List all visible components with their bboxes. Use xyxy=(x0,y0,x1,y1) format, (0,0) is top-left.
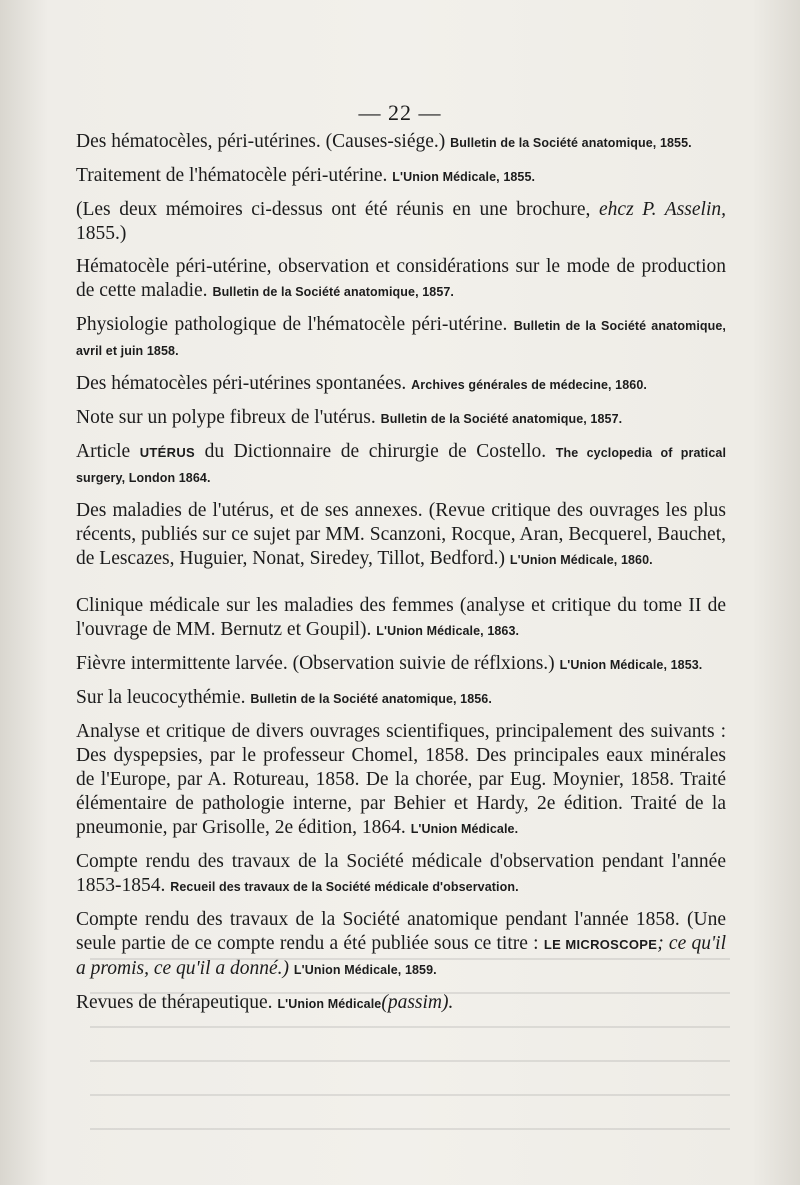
entry-title: du Dictionnaire de chirurgie de Costello. xyxy=(204,441,547,462)
list-item xyxy=(76,499,726,572)
entry-title: Traitement de l'hématocèle péri-utérine. xyxy=(76,165,388,186)
list-item xyxy=(76,406,726,431)
entry-title: Physiologie pathologique de l'hématocèle péri-utérine. xyxy=(76,314,508,335)
list-item xyxy=(76,130,726,155)
entry-note: (passim). xyxy=(381,992,454,1013)
entry-title: Fièvre intermittente larvée. (Observation suivie de réflxions.) xyxy=(76,653,555,674)
entry-source: Bulletin de la Société anatomique, 1857. xyxy=(380,412,623,426)
entry-keyword: UTÉRUS xyxy=(139,445,195,460)
list-item xyxy=(76,372,726,397)
entry-source: L'Union Médicale, 1863. xyxy=(376,624,520,638)
list-item xyxy=(76,652,726,677)
entry-source: L'Union Médicale xyxy=(277,997,382,1011)
entry-source: L'Union Médicale, 1855. xyxy=(392,170,536,184)
list-item xyxy=(76,686,726,711)
entry-source: The cyclopedia of pratical surgery, London 1864. xyxy=(76,446,727,485)
entry-subtitle: ; ce qu'il a promis, ce qu'il a donné.) xyxy=(76,933,727,979)
entry-source: Recueil des travaux de la Société médicale d'observation. xyxy=(170,880,519,894)
entry-source: Bulletin de la Société anatomique, 1855. xyxy=(450,136,692,150)
entry-title: Des hématocèles, péri-utérines. (Causes-siége.) xyxy=(76,131,446,152)
entry-prefix: Article xyxy=(76,441,131,462)
entry-title: Clinique médicale sur les maladies des femmes (analyse et critique du tome II de l'ouvrage de MM. Bernutz et Goupil). xyxy=(76,595,726,640)
list-item xyxy=(76,594,726,643)
list-item xyxy=(76,198,726,246)
entry-title: Des hématocèles péri-utérines spontanées. xyxy=(76,373,407,394)
entry-source: Bulletin de la Société anatomique, avril et juin 1858. xyxy=(76,319,727,358)
entry-source: Bulletin de la Société anatomique, 1856. xyxy=(250,692,492,706)
entry-source: L'Union Médicale, 1853. xyxy=(559,658,703,672)
list-item xyxy=(76,720,726,841)
entry-title: Revues de thérapeutique. xyxy=(76,992,273,1013)
entry-title: Des maladies de l'utérus, et de ses annexes. (Revue critique des ouvrages les plus récents, publiés sur ce sujet par MM. Scanzoni, Rocque, Aran, Becquerel, Bauchet, de Lescazes, Huguier, Nonat, Siredey, Tillot, Bedford.) xyxy=(76,500,726,569)
bibliography-list xyxy=(76,130,726,1025)
list-item xyxy=(76,164,726,189)
entry-keyword: LE MICROSCOPE xyxy=(543,937,658,952)
entry-title: Hématocèle péri-utérine, observation et considérations sur le mode de production de cette maladie. xyxy=(76,256,726,301)
entry-source: L'Union Médicale. xyxy=(410,822,519,836)
list-item xyxy=(76,313,726,363)
entry-title: Compte rendu des travaux de la Société anatomique pendant l'année 1858. (Une seule partie de ce compte rendu a été publiée sous ce titre : xyxy=(76,909,726,954)
entry-publisher: ehcz P. Asselin, xyxy=(599,199,726,220)
entry-title: (Les deux mémoires ci-dessus ont été réunis en une brochure, xyxy=(76,199,591,220)
list-item xyxy=(76,850,726,899)
list-item xyxy=(76,255,726,304)
entry-year: 1855.) xyxy=(76,223,127,244)
entry-source: Bulletin de la Société anatomique, 1857. xyxy=(212,285,455,299)
show-through-texture xyxy=(90,940,730,1160)
page-number: — 22 — xyxy=(358,100,442,125)
entry-title: Analyse et critique de divers ouvrages scientifiques, principalement des suivants : Des dyspepsies, par le professeur Chomel, 1858. Des principales eaux minérales de l'Europe, par A. Rotureau, 1858. De la chorée, par Eug. Moynier, 1858. Traité élémentaire de pathologie interne, par Behier et Hardy, 2e édition. Traité de la pneumonie, par Grisolle, 2e édition, 1864. xyxy=(76,721,726,838)
entry-source: L'Union Médicale, 1859. xyxy=(293,963,437,977)
entry-title: Note sur un polype fibreux de l'utérus. xyxy=(76,407,376,428)
entry-source: L'Union Médicale, 1860. xyxy=(509,553,653,567)
entry-title: Compte rendu des travaux de la Société médicale d'observation pendant l'année 1853-1854. xyxy=(76,851,726,896)
entry-source: Archives générales de médecine, 1860. xyxy=(411,378,647,392)
list-item xyxy=(76,440,726,490)
entry-title: Sur la leucocythémie. xyxy=(76,687,246,708)
